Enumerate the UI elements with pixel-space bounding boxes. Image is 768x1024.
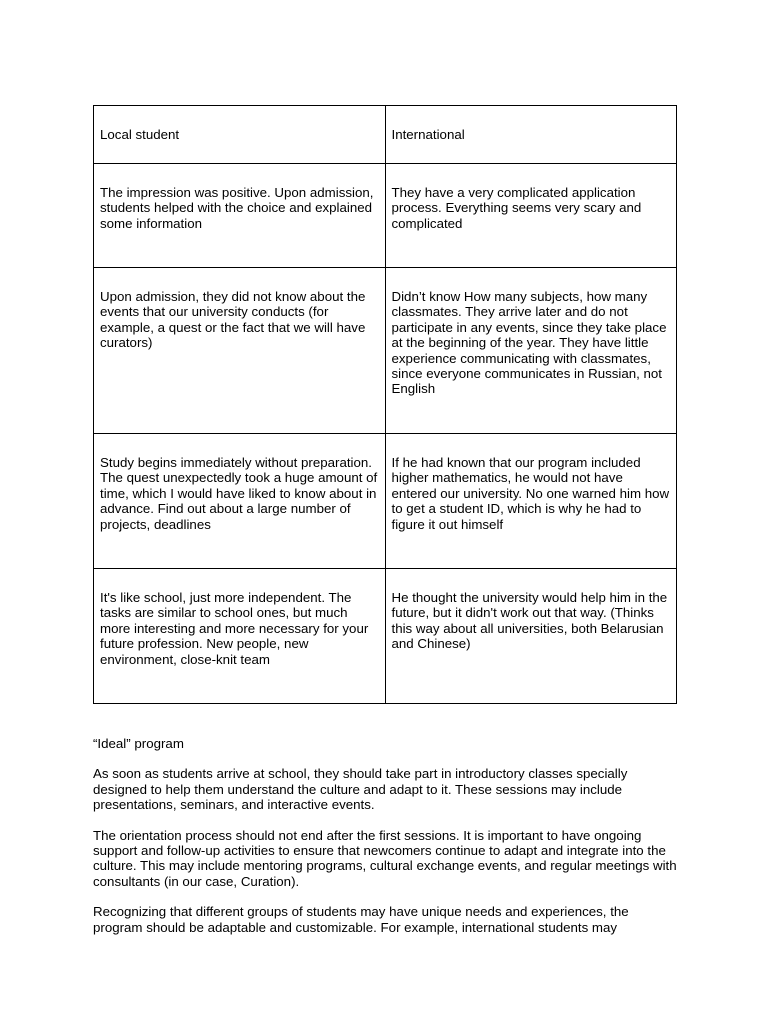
section-title: “Ideal” program <box>93 736 184 751</box>
header-local-student: Local student <box>94 106 386 164</box>
table-cell-international: If he had known that our program included higher mathematics, he would not have entered our university. No one warned him how to get a student ID, which is why he had to figure it out himself <box>385 434 677 569</box>
table-cell-local: It's like school, just more independent. The tasks are similar to school ones, but much more interesting and more necessary for your future profession. New people, new environment, close-knit team <box>94 569 386 704</box>
table-row <box>94 268 677 434</box>
table-cell-international: He thought the university would help him in the future, but it didn't work out that way. (Thinks this way about all universities, both Belarusian and Chinese) <box>385 569 677 704</box>
table-header-row <box>94 106 677 164</box>
table-cell-local: Upon admission, they did not know about the events that our university conducts (for example, a quest or the fact that we will have curators) <box>94 268 386 434</box>
table-row <box>94 164 677 268</box>
header-international: International <box>385 106 677 164</box>
paragraph: The orientation process should not end after the first sessions. It is important to have ongoing support and follow-up activities to ensure that newcomers continue to adapt and integrate into the culture. This may include mentoring programs, cultural exchange events, and regular meetings with consultants (in our case, Curation). <box>93 827 677 889</box>
table-row <box>94 569 677 704</box>
table-cell-international: They have a very complicated application process. Everything seems very scary and complicated <box>385 164 677 268</box>
ideal-program-section <box>93 736 677 950</box>
paragraph: Recognizing that different groups of students may have unique needs and experiences, the program should be adaptable and customizable. For example, international students may <box>93 904 629 935</box>
table-cell-local: Study begins immediately without preparation. The quest unexpectedly took a huge amount of time, which I would have liked to know about in advance. Find out about a large number of projects, deadlines <box>94 434 386 569</box>
comparison-table <box>93 105 677 704</box>
paragraph: As soon as students arrive at school, they should take part in introductory classes specially designed to help them understand the culture and adapt to it. These sessions may include presentations, seminars, and interactive events. <box>93 766 628 813</box>
table-cell-local: The impression was positive. Upon admission, students helped with the choice and explained some information <box>94 164 386 268</box>
table-row <box>94 434 677 569</box>
table-cell-international: Didn’t know How many subjects, how many classmates. They arrive later and do not participate in any events, since they take place at the beginning of the year. They have little experience communicating with classmates, since everyone communicates in Russian, not English <box>385 268 677 434</box>
